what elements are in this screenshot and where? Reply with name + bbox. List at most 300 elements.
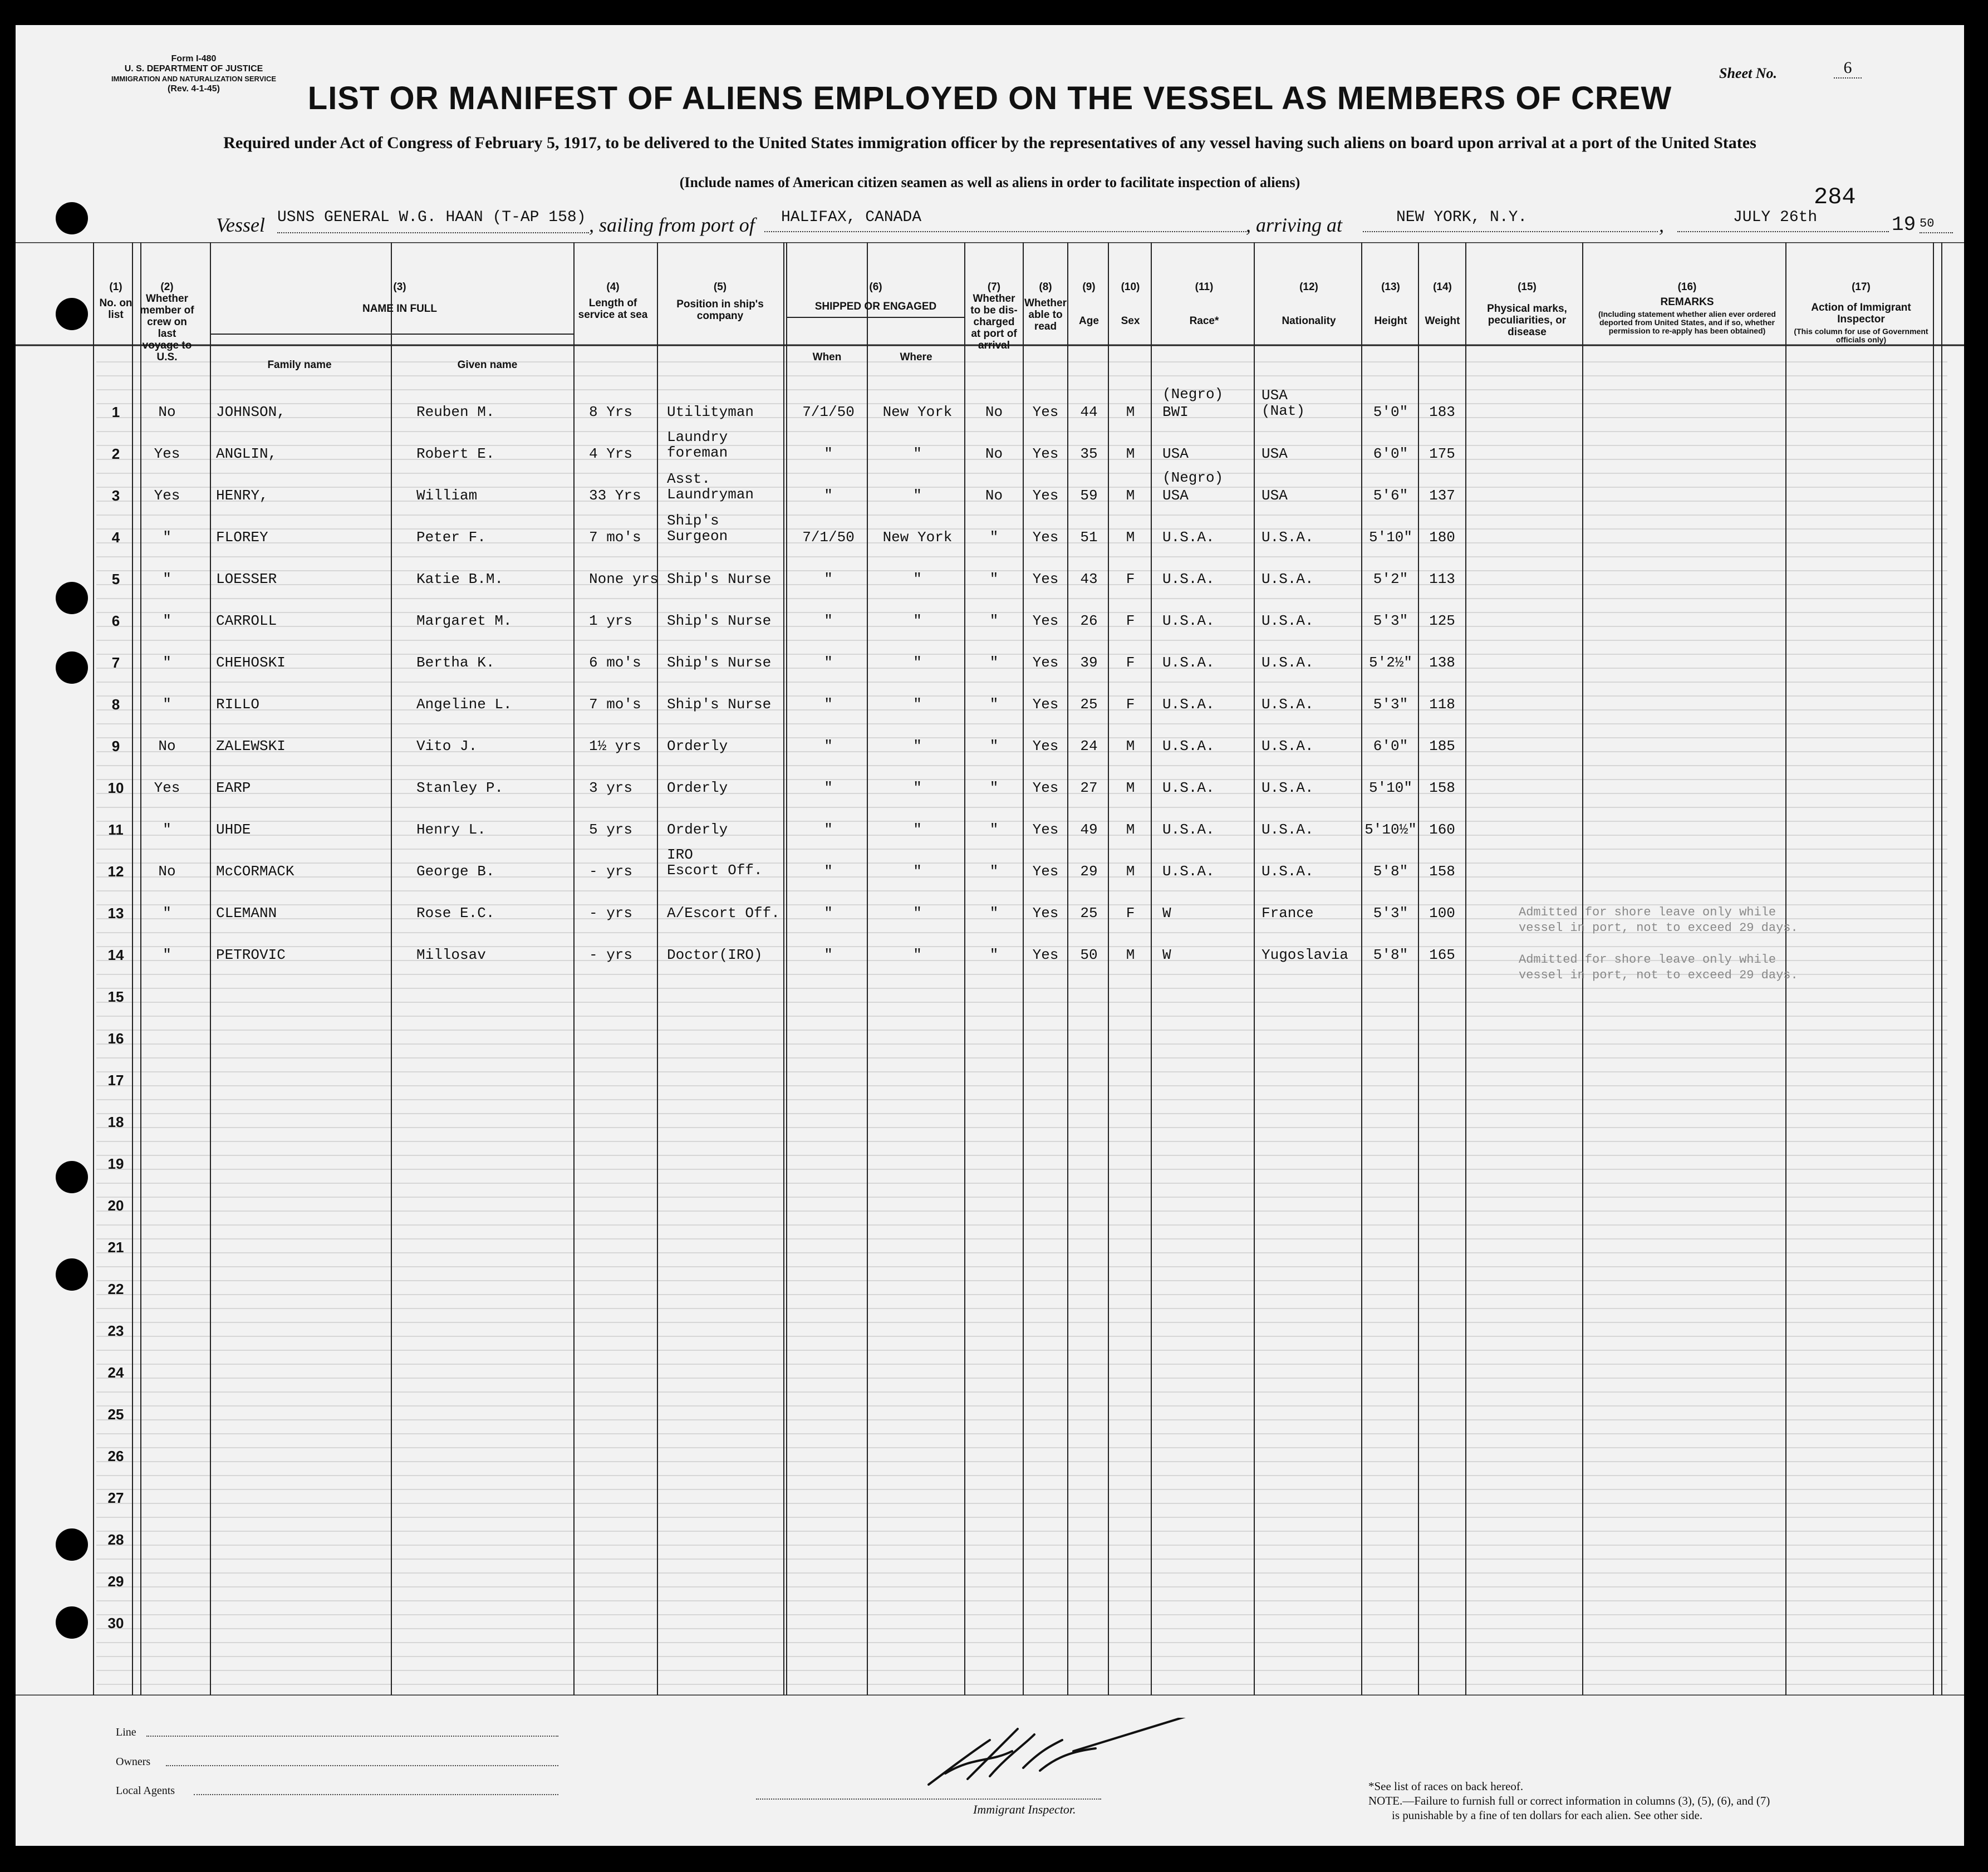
sex: F bbox=[1126, 654, 1135, 671]
row-number: 16 bbox=[107, 1030, 124, 1047]
separator: , bbox=[1659, 214, 1664, 236]
able-to-read: Yes bbox=[1032, 654, 1059, 671]
weight: 118 bbox=[1429, 696, 1455, 713]
sailing-label: , sailing from port of bbox=[589, 214, 755, 236]
nationality: U.S.A. bbox=[1261, 571, 1314, 587]
position: IRO bbox=[667, 846, 693, 863]
given-name: Angeline L. bbox=[416, 696, 512, 713]
previous-voyage: Yes bbox=[154, 445, 180, 462]
row-number: 18 bbox=[107, 1114, 124, 1130]
age: 26 bbox=[1080, 612, 1098, 629]
sheet-number-label: Sheet No. bbox=[1719, 65, 1777, 81]
family-name: CHEHOSKI bbox=[216, 654, 286, 671]
weight: 160 bbox=[1429, 821, 1455, 838]
race-note: *See list of races on back hereof. bbox=[1368, 1780, 1524, 1793]
race: U.S.A. bbox=[1162, 612, 1215, 629]
discharged: " bbox=[989, 612, 999, 629]
weight: 175 bbox=[1429, 445, 1455, 462]
col-header-race: (11) Race* bbox=[1189, 281, 1219, 327]
age: 44 bbox=[1080, 404, 1098, 420]
row-number: 1 bbox=[111, 404, 120, 420]
shipped-where: " bbox=[913, 696, 922, 713]
line-label: Line bbox=[116, 1726, 136, 1738]
race: USA bbox=[1162, 487, 1189, 504]
family-name: UHDE bbox=[216, 821, 251, 838]
col-header-shipped-where: Where bbox=[900, 351, 932, 363]
previous-voyage: " bbox=[163, 947, 171, 963]
col-header-position: (5) Position in ship's company bbox=[676, 281, 764, 322]
position: Orderly bbox=[667, 780, 728, 796]
row-number: 25 bbox=[107, 1406, 124, 1423]
position: Utilityman bbox=[667, 404, 754, 420]
height: 5'8" bbox=[1373, 863, 1408, 880]
height: 6'0" bbox=[1373, 445, 1408, 462]
age: 39 bbox=[1080, 654, 1098, 671]
shipped-when: " bbox=[824, 654, 833, 671]
service-length: 5 yrs bbox=[589, 821, 633, 838]
nationality: Yugoslavia bbox=[1261, 947, 1349, 963]
service-length: 3 yrs bbox=[589, 780, 633, 796]
inspector-signature-field bbox=[756, 1799, 1101, 1800]
shipped-where: " bbox=[913, 863, 922, 880]
row-number: 27 bbox=[107, 1489, 124, 1506]
row-number: 22 bbox=[107, 1281, 124, 1297]
weight: 165 bbox=[1429, 947, 1455, 963]
able-to-read: Yes bbox=[1032, 905, 1059, 922]
age: 49 bbox=[1080, 821, 1098, 838]
row-number: 17 bbox=[107, 1072, 124, 1089]
inspector-signature bbox=[906, 1718, 1296, 1796]
previous-voyage: " bbox=[163, 571, 171, 587]
row-number: 10 bbox=[107, 780, 124, 796]
shipped-where: " bbox=[913, 654, 922, 671]
position: Ship's Nurse bbox=[667, 696, 772, 713]
service-length: 4 Yrs bbox=[589, 445, 633, 462]
sheet-number-value: 6 bbox=[1834, 58, 1862, 79]
height: 5'8" bbox=[1373, 947, 1408, 963]
family-name: EARP bbox=[216, 780, 251, 796]
weight: 183 bbox=[1429, 404, 1455, 420]
year-prefix: 19 bbox=[1892, 213, 1916, 236]
age: 51 bbox=[1080, 529, 1098, 546]
able-to-read: Yes bbox=[1032, 780, 1059, 796]
owners-label: Owners bbox=[116, 1756, 151, 1768]
header-note: (Include names of American citizen seamen as well as aliens in order to facilitate inspection of aliens) bbox=[679, 174, 1300, 190]
shipped-where: " bbox=[913, 780, 922, 796]
nationality: U.S.A. bbox=[1261, 529, 1314, 546]
col-header-age: (9) Age bbox=[1079, 281, 1099, 327]
weight: 113 bbox=[1429, 571, 1455, 587]
race: U.S.A. bbox=[1162, 529, 1215, 546]
race: W bbox=[1162, 905, 1171, 922]
col-header-inspector-action: (17) Action of Immigrant Inspector (This column for use of Government officials only) bbox=[1794, 281, 1928, 344]
col-header-nationality: (12) Nationality bbox=[1282, 281, 1336, 327]
service-length: 1 yrs bbox=[589, 612, 633, 629]
position: Ship's bbox=[667, 512, 719, 529]
height: 5'10" bbox=[1368, 780, 1412, 796]
arrival-date: JULY 26th bbox=[1677, 209, 1889, 232]
height: 5'3" bbox=[1373, 612, 1408, 629]
age: 27 bbox=[1080, 780, 1098, 796]
service-length: - yrs bbox=[589, 905, 633, 922]
vessel-line bbox=[216, 209, 1935, 242]
discharged: " bbox=[989, 696, 999, 713]
nationality: U.S.A. bbox=[1261, 780, 1314, 796]
race: U.S.A. bbox=[1162, 780, 1215, 796]
row-number: 8 bbox=[111, 696, 120, 713]
able-to-read: Yes bbox=[1032, 863, 1059, 880]
shipped-where: New York bbox=[882, 529, 953, 546]
row-number: 5 bbox=[111, 571, 120, 587]
shipped-where: " bbox=[913, 487, 922, 504]
position: Orderly bbox=[667, 821, 728, 838]
age: 24 bbox=[1080, 738, 1098, 754]
form-id-line: IMMIGRATION AND NATURALIZATION SERVICE bbox=[111, 75, 277, 83]
sex: F bbox=[1126, 696, 1135, 713]
discharged: " bbox=[989, 947, 999, 963]
sex: M bbox=[1126, 863, 1135, 880]
sex: M bbox=[1126, 738, 1135, 754]
col-header-name: (3) NAME IN FULL bbox=[362, 281, 438, 315]
age: 25 bbox=[1080, 696, 1098, 713]
col-header-given-name: Given name bbox=[457, 359, 518, 371]
able-to-read: Yes bbox=[1032, 696, 1059, 713]
arriving-label: , arriving at bbox=[1246, 214, 1343, 236]
row-number: 19 bbox=[107, 1155, 124, 1172]
given-name: Stanley P. bbox=[416, 780, 504, 796]
shipped-when: " bbox=[824, 863, 833, 880]
nationality: U.S.A. bbox=[1261, 821, 1314, 838]
family-name: McCORMACK bbox=[216, 863, 294, 880]
page-title: LIST OR MANIFEST OF ALIENS EMPLOYED ON THE VESSEL AS MEMBERS OF CREW bbox=[307, 80, 1672, 116]
able-to-read: Yes bbox=[1032, 612, 1059, 629]
able-to-read: Yes bbox=[1032, 404, 1059, 420]
race: U.S.A. bbox=[1162, 571, 1215, 587]
position-continued: foreman bbox=[667, 444, 728, 461]
discharged: No bbox=[985, 445, 1003, 462]
race: U.S.A. bbox=[1162, 821, 1215, 838]
shipped-where: " bbox=[913, 445, 922, 462]
weight: 180 bbox=[1429, 529, 1455, 546]
discharged: " bbox=[989, 863, 999, 880]
row-number: 4 bbox=[111, 529, 120, 546]
position-continued: Surgeon bbox=[667, 528, 728, 545]
able-to-read: Yes bbox=[1032, 947, 1059, 963]
col-header-weight: (14) Weight bbox=[1425, 281, 1460, 327]
height: 5'3" bbox=[1373, 905, 1408, 922]
remark-row-13: Admitted for shore leave only while vessel in port, not to exceed 29 days. bbox=[1519, 905, 1798, 935]
col-header-shipped-when: When bbox=[812, 351, 842, 363]
sex: M bbox=[1126, 487, 1135, 504]
nationality: USA bbox=[1261, 487, 1288, 504]
family-name: CARROLL bbox=[216, 612, 277, 629]
position: Asst. bbox=[667, 471, 711, 487]
shipped-when: 7/1/50 bbox=[802, 529, 855, 546]
shipped-where: " bbox=[913, 612, 922, 629]
shipped-where: New York bbox=[882, 404, 953, 420]
height: 5'3" bbox=[1373, 696, 1408, 713]
row-number: 23 bbox=[107, 1322, 124, 1339]
nationality-continued: (Nat) bbox=[1261, 403, 1305, 419]
discharged: " bbox=[989, 571, 999, 587]
age: 50 bbox=[1080, 947, 1098, 963]
race: U.S.A. bbox=[1162, 696, 1215, 713]
manifest-sheet bbox=[16, 25, 1964, 1846]
race: BWI bbox=[1162, 404, 1189, 420]
col-header-family-name: Family name bbox=[267, 359, 332, 371]
shipped-when: " bbox=[824, 738, 833, 754]
row-number: 13 bbox=[107, 905, 124, 922]
previous-voyage: " bbox=[163, 696, 171, 713]
previous-voyage: No bbox=[158, 404, 176, 420]
row-number: 11 bbox=[108, 821, 124, 838]
service-length: 6 mo's bbox=[589, 654, 641, 671]
race: USA bbox=[1162, 445, 1189, 462]
owners-field bbox=[166, 1765, 558, 1766]
row-number: 21 bbox=[107, 1239, 124, 1256]
position: Orderly bbox=[667, 738, 728, 754]
height: 5'10½" bbox=[1364, 821, 1417, 838]
discharged: No bbox=[985, 487, 1003, 504]
age: 29 bbox=[1080, 863, 1098, 880]
discharged: No bbox=[985, 404, 1003, 420]
footer-notes bbox=[1368, 1779, 1869, 1822]
family-name: PETROVIC bbox=[216, 947, 286, 963]
row-number: 2 bbox=[111, 445, 120, 462]
able-to-read: Yes bbox=[1032, 821, 1059, 838]
family-name: RILLO bbox=[216, 696, 260, 713]
sex: F bbox=[1126, 905, 1135, 922]
row-number: 15 bbox=[107, 988, 124, 1005]
vessel-name: USNS GENERAL W.G. HAAN (T-AP 158) bbox=[277, 209, 589, 233]
given-name: George B. bbox=[416, 863, 495, 880]
weight: 158 bbox=[1429, 780, 1455, 796]
nationality: U.S.A. bbox=[1261, 738, 1314, 754]
punch-hole bbox=[56, 202, 88, 234]
shipped-where: " bbox=[913, 905, 922, 922]
shipped-when: 7/1/50 bbox=[802, 404, 855, 420]
col-header-number: (1) No. on list bbox=[99, 281, 132, 321]
service-length: 7 mo's bbox=[589, 529, 641, 546]
race: U.S.A. bbox=[1162, 654, 1215, 671]
shipped-where: " bbox=[913, 571, 922, 587]
shipped-when: " bbox=[824, 445, 833, 462]
age: 35 bbox=[1080, 445, 1098, 462]
nationality: USA bbox=[1261, 387, 1288, 404]
form-id-line: U. S. DEPARTMENT OF JUSTICE bbox=[124, 64, 263, 73]
col-header-remarks: (16) REMARKS (Including statement whether alien ever ordered deported from United States, and if so, whether permission to re-apply has been obtained) bbox=[1598, 281, 1776, 335]
weight: 125 bbox=[1429, 612, 1455, 629]
family-name: HENRY, bbox=[216, 487, 268, 504]
position: A/Escort Off. bbox=[667, 905, 780, 922]
weight: 185 bbox=[1429, 738, 1455, 754]
shipped-when: " bbox=[824, 780, 833, 796]
col-header-sex: (10) Sex bbox=[1121, 281, 1140, 327]
given-name: Margaret M. bbox=[416, 612, 512, 629]
shipped-when: " bbox=[824, 905, 833, 922]
previous-voyage: No bbox=[158, 863, 176, 880]
col-header-height: (13) Height bbox=[1374, 281, 1407, 327]
position: Ship's Nurse bbox=[667, 571, 772, 587]
given-name: Peter F. bbox=[416, 529, 486, 546]
position-continued: Laundryman bbox=[667, 486, 754, 503]
vessel-label: Vessel bbox=[216, 214, 265, 236]
penalty-note: NOTE.—Failure to furnish full or correct information in columns (3), (5), (6), and (7) bbox=[1368, 1794, 1770, 1807]
sex: M bbox=[1126, 404, 1135, 420]
able-to-read: Yes bbox=[1032, 738, 1059, 754]
height: 5'2½" bbox=[1368, 654, 1412, 671]
nationality: U.S.A. bbox=[1261, 696, 1314, 713]
family-name: ANGLIN, bbox=[216, 445, 277, 462]
sex: F bbox=[1126, 612, 1135, 629]
weight: 158 bbox=[1429, 863, 1455, 880]
previous-voyage: " bbox=[163, 654, 171, 671]
crew-table bbox=[16, 242, 1964, 1695]
service-length: 33 Yrs bbox=[589, 487, 641, 504]
height: 5'6" bbox=[1373, 487, 1408, 504]
able-to-read: Yes bbox=[1032, 487, 1059, 504]
previous-voyage: Yes bbox=[154, 487, 180, 504]
remark-row-14: Admitted for shore leave only while vessel in port, not to exceed 29 days. bbox=[1519, 953, 1798, 982]
row-number: 26 bbox=[107, 1448, 124, 1464]
service-length: 1½ yrs bbox=[589, 738, 641, 754]
service-length: 8 Yrs bbox=[589, 404, 633, 420]
given-name: Robert E. bbox=[416, 445, 495, 462]
year-suffix: 50 bbox=[1920, 217, 1953, 233]
shipped-where: " bbox=[913, 821, 922, 838]
footer bbox=[16, 1695, 1964, 1846]
given-name: Reuben M. bbox=[416, 404, 495, 420]
discharged: " bbox=[989, 821, 999, 838]
weight: 138 bbox=[1429, 654, 1455, 671]
race-note: (Negro) bbox=[1162, 469, 1224, 486]
line-field bbox=[146, 1736, 558, 1737]
able-to-read: Yes bbox=[1032, 571, 1059, 587]
sex: M bbox=[1126, 821, 1135, 838]
row-number: 12 bbox=[107, 863, 124, 880]
col-header-read: (8) Whether able to read bbox=[1024, 281, 1067, 332]
given-name: Vito J. bbox=[416, 738, 478, 754]
previous-voyage: No bbox=[158, 738, 176, 754]
shipped-when: " bbox=[824, 947, 833, 963]
row-number: 9 bbox=[111, 738, 120, 754]
family-name: LOESSER bbox=[216, 571, 277, 587]
row-number: 20 bbox=[107, 1197, 124, 1214]
height: 5'2" bbox=[1373, 571, 1408, 587]
nationality: U.S.A. bbox=[1261, 863, 1314, 880]
row-number: 28 bbox=[107, 1531, 124, 1548]
service-length: 7 mo's bbox=[589, 696, 641, 713]
able-to-read: Yes bbox=[1032, 445, 1059, 462]
form-id-line: Form I-480 bbox=[171, 54, 217, 63]
height: 5'0" bbox=[1373, 404, 1408, 420]
shipped-when: " bbox=[824, 612, 833, 629]
service-length: - yrs bbox=[589, 947, 633, 963]
row-number: 6 bbox=[111, 612, 120, 629]
service-length: - yrs bbox=[589, 863, 633, 880]
given-name: Millosav bbox=[416, 947, 486, 963]
discharged: " bbox=[989, 780, 999, 796]
row-number: 3 bbox=[111, 487, 120, 504]
race: W bbox=[1162, 947, 1171, 963]
previous-voyage: " bbox=[163, 905, 171, 922]
sex: M bbox=[1126, 947, 1135, 963]
family-name: JOHNSON, bbox=[216, 404, 286, 420]
position: Doctor(IRO) bbox=[667, 947, 763, 963]
shipped-when: " bbox=[824, 696, 833, 713]
col-header-service: (4) Length of service at sea bbox=[578, 281, 648, 321]
age: 25 bbox=[1080, 905, 1098, 922]
race-note: (Negro) bbox=[1162, 386, 1224, 403]
sex: M bbox=[1126, 445, 1135, 462]
col-header-physical-marks: (15) Physical marks, peculiarities, or disease bbox=[1487, 281, 1567, 338]
discharged: " bbox=[989, 529, 999, 546]
col-header-previous-voyage: (2) Whether member of crew on last voyage to U.S. bbox=[140, 281, 194, 363]
race: U.S.A. bbox=[1162, 738, 1215, 754]
position: Ship's Nurse bbox=[667, 612, 772, 629]
family-name: CLEMANN bbox=[216, 905, 277, 922]
shipped-when: " bbox=[824, 821, 833, 838]
sex: F bbox=[1126, 571, 1135, 587]
agents-label: Local Agents bbox=[116, 1785, 175, 1797]
nationality: France bbox=[1261, 905, 1314, 922]
inspector-label: Immigrant Inspector. bbox=[973, 1802, 1076, 1816]
row-number: 7 bbox=[111, 654, 120, 671]
discharged: " bbox=[989, 738, 999, 754]
race: U.S.A. bbox=[1162, 863, 1215, 880]
row-number: 14 bbox=[107, 947, 124, 963]
row-number: 30 bbox=[107, 1615, 124, 1631]
service-length: None yrs bbox=[589, 571, 659, 587]
position: Ship's Nurse bbox=[667, 654, 772, 671]
row-number: 29 bbox=[107, 1573, 124, 1590]
sex: M bbox=[1126, 529, 1135, 546]
form-id-line: (Rev. 4-1-45) bbox=[168, 84, 220, 94]
previous-voyage: " bbox=[163, 529, 171, 546]
shipped-where: " bbox=[913, 947, 922, 963]
weight: 137 bbox=[1429, 487, 1455, 504]
row-number: 24 bbox=[107, 1364, 124, 1381]
nationality: U.S.A. bbox=[1261, 612, 1314, 629]
height: 5'10" bbox=[1368, 529, 1412, 546]
previous-voyage: " bbox=[163, 612, 171, 629]
able-to-read: Yes bbox=[1032, 529, 1059, 546]
port-to: NEW YORK, N.Y. bbox=[1363, 209, 1658, 232]
discharged: " bbox=[989, 905, 999, 922]
given-name: William bbox=[416, 487, 478, 504]
shipped-when: " bbox=[824, 571, 833, 587]
family-name: ZALEWSKI bbox=[216, 738, 286, 754]
height: 6'0" bbox=[1373, 738, 1408, 754]
family-name: FLOREY bbox=[216, 529, 268, 546]
port-from: HALIFAX, CANADA bbox=[764, 209, 1249, 232]
discharged: " bbox=[989, 654, 999, 671]
given-name: Bertha K. bbox=[416, 654, 495, 671]
position: Laundry bbox=[667, 429, 728, 445]
age: 43 bbox=[1080, 571, 1098, 587]
col-header-shipped: (6) SHIPPED OR ENGAGED bbox=[814, 281, 937, 312]
age: 59 bbox=[1080, 487, 1098, 504]
given-name: Rose E.C. bbox=[416, 905, 495, 922]
position-continued: Escort Off. bbox=[667, 862, 763, 879]
col-header-discharged: (7) Whether to be dis-charged at port of arrival bbox=[970, 281, 1018, 351]
previous-voyage: " bbox=[163, 821, 171, 838]
sex: M bbox=[1126, 780, 1135, 796]
agents-field bbox=[194, 1794, 558, 1795]
stamped-page-number: 284 bbox=[1814, 184, 1856, 210]
nationality: U.S.A. bbox=[1261, 654, 1314, 671]
weight: 100 bbox=[1429, 905, 1455, 922]
